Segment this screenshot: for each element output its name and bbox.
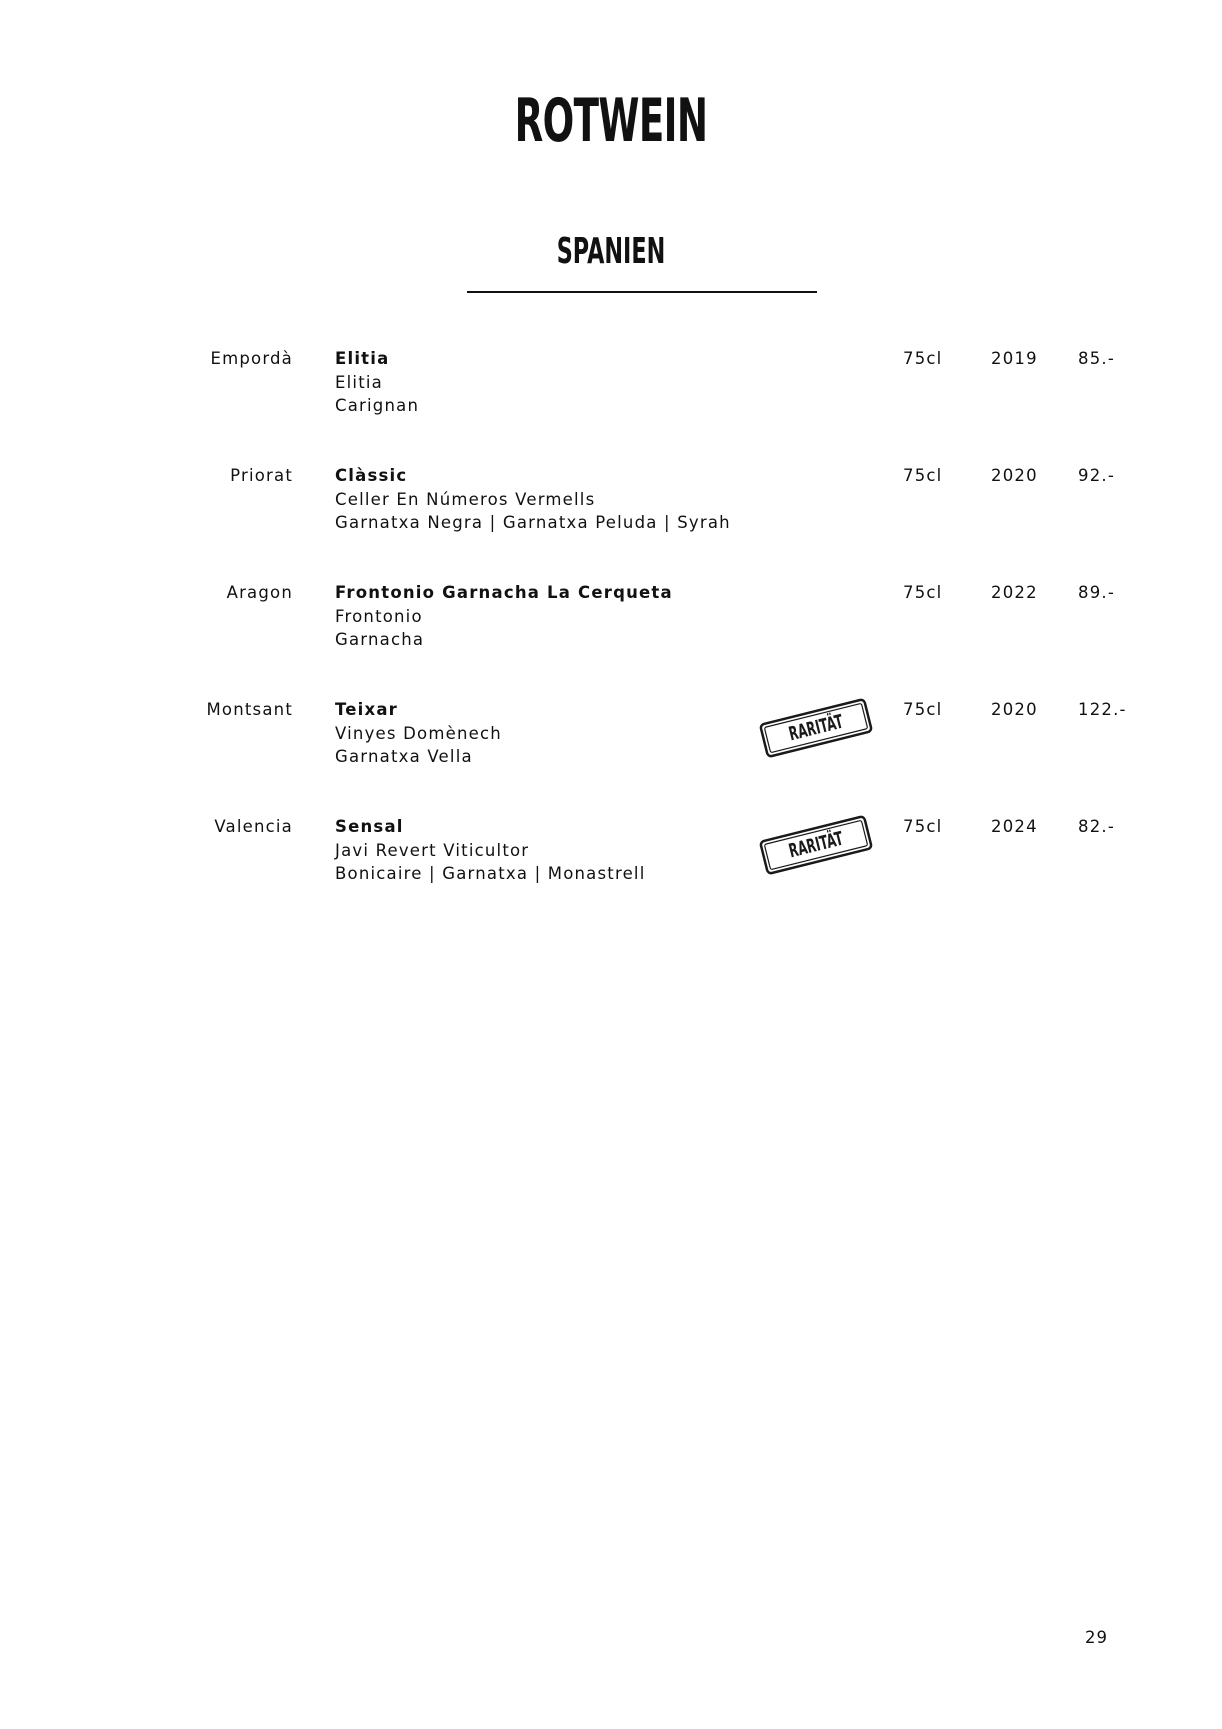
wine-name: Frontonio Garnacha La Cerqueta	[335, 583, 673, 602]
wine-region: Valencia	[214, 817, 293, 836]
wine-volume: 75cl	[903, 817, 943, 836]
wine-price: 82.-	[1078, 817, 1115, 836]
section-divider	[467, 291, 817, 293]
wine-details	[335, 581, 673, 652]
wine-price: 92.-	[1078, 466, 1115, 485]
wine-details	[335, 698, 502, 769]
wine-name: Teixar	[335, 700, 399, 719]
wine-entry	[0, 581, 1222, 661]
wine-details	[335, 815, 646, 886]
rarity-stamp	[758, 814, 873, 876]
wine-entry	[0, 347, 1222, 427]
wine-entry	[0, 464, 1222, 544]
wine-region: Montsant	[206, 700, 293, 719]
wine-name: Sensal	[335, 817, 404, 836]
wine-details	[335, 347, 419, 418]
wine-entry	[0, 815, 1222, 895]
wine-producer: Javi Revert Viticultor	[335, 840, 530, 860]
wine-year: 2024	[991, 817, 1038, 836]
wine-volume: 75cl	[903, 583, 943, 602]
wine-producer: Vinyes Domènech	[335, 723, 502, 743]
wine-region: Aragon	[226, 583, 293, 602]
section-title: SPANIEN	[556, 231, 666, 272]
wine-region: Priorat	[230, 466, 293, 485]
wine-price: 85.-	[1078, 349, 1115, 368]
wine-year: 2020	[991, 466, 1038, 485]
stamp-label: RARITÄT	[786, 710, 846, 746]
wine-producer: Frontonio	[335, 606, 423, 626]
wine-price: 122.-	[1078, 700, 1127, 719]
wine-volume: 75cl	[903, 349, 943, 368]
wine-grapes: Garnacha	[335, 630, 425, 649]
rarity-stamp	[758, 697, 873, 759]
wine-name: Clàssic	[335, 466, 408, 485]
wine-grapes: Bonicaire | Garnatxa | Monastrell	[335, 864, 646, 883]
page-title: ROTWEIN	[514, 86, 708, 156]
wine-price: 89.-	[1078, 583, 1115, 602]
stamp-label: RARITÄT	[786, 827, 846, 863]
wine-volume: 75cl	[903, 466, 943, 485]
wine-entry	[0, 698, 1222, 778]
wine-year: 2019	[991, 349, 1038, 368]
wine-region: Empordà	[210, 349, 293, 368]
wine-producer: Elitia	[335, 372, 383, 392]
wine-year: 2022	[991, 583, 1038, 602]
wine-grapes: Garnatxa Negra | Garnatxa Peluda | Syrah	[335, 513, 731, 532]
wine-year: 2020	[991, 700, 1038, 719]
wine-grapes: Carignan	[335, 396, 420, 415]
wine-details	[335, 464, 731, 535]
wine-grapes: Garnatxa Vella	[335, 747, 473, 766]
wine-volume: 75cl	[903, 700, 943, 719]
wine-name: Elitia	[335, 349, 390, 368]
wine-producer: Celler En Números Vermells	[335, 489, 596, 509]
page-number: 29	[1085, 1628, 1108, 1647]
